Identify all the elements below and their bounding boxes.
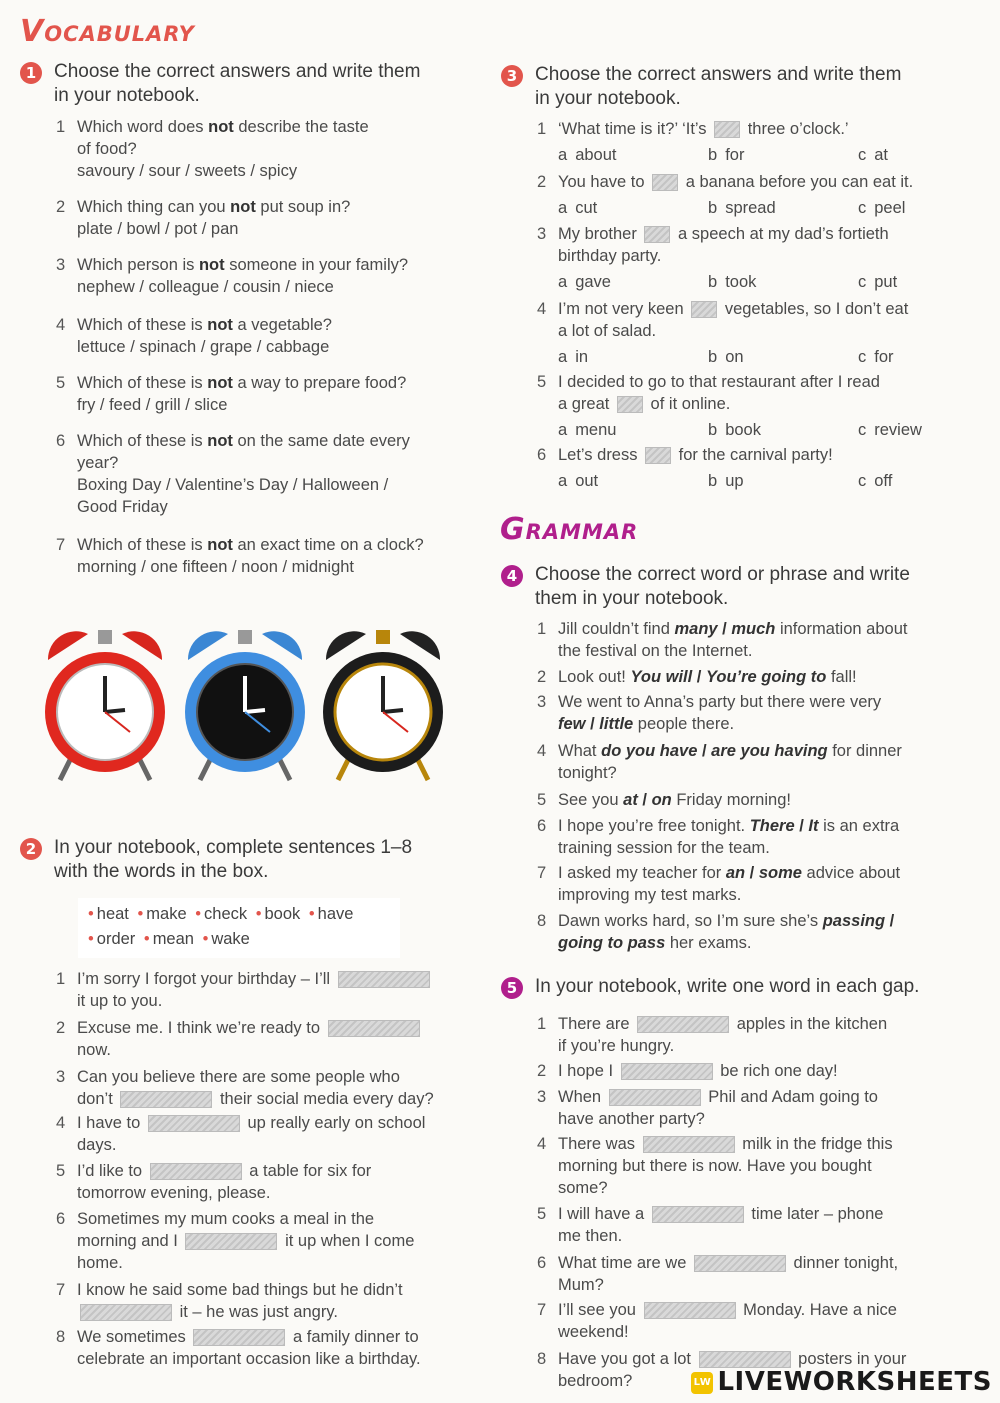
answer-gap[interactable] — [644, 226, 670, 243]
blue-alarm-clock-icon — [180, 620, 310, 785]
answer-gap[interactable] — [148, 1115, 240, 1132]
question-4: 4 What do you have / are you having for dinner tonight? — [537, 742, 902, 782]
answer-gap[interactable] — [150, 1163, 242, 1180]
question-6: 6 Let’s dress for the carnival party! a out b up c off — [537, 446, 893, 490]
option-c[interactable]: c review — [858, 421, 922, 439]
question-8: 8 We sometimes a family dinner to celebrate an important occasion like a birthday. — [56, 1328, 421, 1368]
question-4: 4 There was milk in the fridge this morning but there is now. Have you bought some? — [537, 1135, 893, 1197]
option-b[interactable]: b book — [708, 421, 761, 439]
question-2: 2 Look out! You will / You’re going to fall! — [537, 668, 857, 686]
ex2-number-badge: 2 — [20, 838, 42, 860]
answer-gap[interactable] — [609, 1089, 701, 1106]
answer-gap[interactable] — [643, 1136, 735, 1153]
answer-gap[interactable] — [338, 971, 430, 988]
ex1-number-badge: 1 — [20, 62, 42, 84]
word-check: check — [204, 905, 248, 923]
answer-gap[interactable] — [621, 1063, 713, 1080]
footer-text: LIVEWORKSHEETS — [717, 1367, 992, 1397]
question-7: 7 I asked my teacher for an / some advice about improving my test marks. — [537, 864, 901, 904]
question-8: 8 Have you got a lot posters in your bedroom? — [537, 1350, 907, 1390]
word-have: have — [317, 905, 354, 923]
question-7: 7 I know he said some bad things but he didn’t it – he was just angry. — [56, 1281, 403, 1321]
question-2: 2 Which thing can you not put soup in? plate / bowl / pot / pan — [56, 198, 351, 238]
ex4-heading: Choose the correct word or phrase and write them in your notebook. — [535, 564, 910, 609]
answer-gap[interactable] — [644, 1302, 736, 1319]
question-4: 4 Which of these is not a vegetable? lettuce / spinach / grape / cabbage — [56, 316, 332, 356]
question-2: 2 You have to a banana before you can eat it. a cut b spread c peel — [537, 173, 914, 217]
answer-gap[interactable] — [185, 1233, 277, 1250]
question-1: 1 ‘What time is it?’ ‘It’s three o’clock.’ a about b for c at — [537, 120, 889, 164]
option-c[interactable]: c for — [858, 348, 894, 366]
question-6: 6 What time are we dinner tonight, Mum? — [537, 1254, 899, 1294]
answer-gap[interactable] — [617, 396, 643, 413]
option-b[interactable]: b for — [708, 146, 745, 164]
answer-gap[interactable] — [714, 121, 740, 138]
word-order: order — [96, 930, 136, 948]
answer-gap[interactable] — [193, 1329, 285, 1346]
option-c[interactable]: c peel — [858, 199, 906, 217]
option-c[interactable]: c at — [858, 146, 889, 164]
liveworksheets-logo — [691, 1367, 992, 1397]
answer-gap[interactable] — [699, 1351, 791, 1368]
logo-icon: LW — [691, 1372, 713, 1394]
answer-gap[interactable] — [637, 1016, 729, 1033]
question-7: 7 Which of these is not an exact time on a clock? morning / one fifteen / noon / midnight — [56, 536, 424, 576]
question-1: 1 There are apples in the kitchen if you’re hungry. — [537, 1015, 888, 1055]
option-a[interactable]: a out — [558, 472, 599, 490]
question-3: 3 Can you believe there are some people who don’t their social media every day? — [56, 1068, 434, 1108]
answer-gap[interactable] — [694, 1255, 786, 1272]
option-a[interactable]: a in — [558, 348, 589, 366]
question-2: 2 Excuse me. I think we’re ready to now. — [77, 1017, 423, 1061]
option-c[interactable]: c put — [858, 273, 898, 291]
question-1: 1 Which word does not describe the taste of food? savoury / sour / sweets / spicy — [56, 118, 369, 180]
ex2-heading: In your notebook, complete sentences 1–8 with the words in the box. — [54, 837, 413, 882]
question-6: 6 I hope you’re free tonight. There / It is an extra training session for the team. — [537, 817, 900, 857]
question-5: 5 I decided to go to that restaurant after I read a great of it online. a menu b book c review — [537, 373, 922, 439]
answer-gap[interactable] — [120, 1091, 212, 1108]
option-b[interactable]: b up — [708, 472, 744, 490]
question-5: 5 Which of these is not a way to prepare food? fry / feed / grill / slice — [56, 374, 407, 414]
ex3-number-badge: 3 — [501, 65, 523, 87]
question-3: 3 We went to Anna’s party but there were very few / little people there. — [537, 693, 882, 733]
word-box: • heat • make • check • book • have • order • mean • wake — [78, 898, 400, 958]
question-4: 4 I’m not very keen vegetables, so I don’t eat a lot of salad. a in b on c for — [537, 300, 909, 366]
question-5: 5 See you at / on Friday morning! — [537, 791, 791, 809]
question-3: 3 My brother a speech at my dad’s fortieth birthday party. a gave b took c put — [537, 225, 898, 291]
word-heat: heat — [96, 905, 129, 923]
option-a[interactable]: a gave — [558, 273, 611, 291]
answer-gap[interactable] — [652, 1206, 744, 1223]
ex4-number-badge: 4 — [501, 565, 523, 587]
option-b[interactable]: b spread — [708, 199, 776, 217]
question-7: 7 I’ll see you Monday. Have a nice weekend! — [537, 1301, 897, 1341]
vocabulary-title: Vocabulary — [20, 14, 195, 49]
question-3: 3 When Phil and Adam going to have another party? — [537, 1088, 878, 1128]
word-wake: wake — [211, 930, 250, 948]
answer-gap[interactable] — [645, 447, 671, 464]
option-a[interactable]: a cut — [558, 199, 598, 217]
word-book: book — [264, 905, 301, 923]
question-2: 2 I hope I be rich one day! — [537, 1062, 838, 1080]
black-alarm-clock-icon — [318, 620, 448, 785]
option-b[interactable]: b took — [708, 273, 757, 291]
ex5-heading: In your notebook, write one word in each gap. — [535, 976, 920, 997]
answer-gap[interactable] — [691, 301, 717, 318]
question-5: 5 I’d like to a table for six for tomorrow evening, please. — [56, 1162, 372, 1202]
question-6: 6 Which of these is not on the same date every year? Boxing Day / Valentine’s Day / Halloween / Good Friday — [56, 432, 410, 516]
answer-gap[interactable] — [652, 174, 678, 191]
option-a[interactable]: a about — [558, 146, 617, 164]
question-1: 1 I’m sorry I forgot your birthday – I’ll it up to you. — [77, 968, 433, 1012]
option-c[interactable]: c off — [858, 472, 893, 490]
word-mean: mean — [152, 930, 194, 948]
question-3: 3 Which person is not someone in your family? nephew / colleague / cousin / niece — [56, 256, 409, 296]
answer-gap[interactable] — [328, 1020, 420, 1037]
answer-gap[interactable] — [80, 1304, 172, 1321]
grammar-title: Grammar — [500, 512, 639, 547]
option-a[interactable]: a menu — [558, 421, 617, 439]
question-8: 8 Dawn works hard, so I’m sure she’s passing / going to pass her exams. — [537, 912, 895, 952]
word-make: make — [146, 905, 187, 923]
option-b[interactable]: b on — [708, 348, 744, 366]
ex3-heading: Choose the correct answers and write them in your notebook. — [535, 64, 902, 109]
question-4: 4 I have to up really early on school days. — [56, 1114, 426, 1154]
question-5: 5 I will have a time later – phone me then. — [537, 1205, 884, 1245]
question-6: 6 Sometimes my mum cooks a meal in the morning and I it up when I come home. — [56, 1210, 415, 1272]
question-1: 1 Jill couldn’t find many / much information about the festival on the Internet. — [537, 620, 908, 660]
ex1-heading: Choose the correct answers and write them in your notebook. — [54, 61, 421, 106]
ex5-number-badge: 5 — [501, 977, 523, 999]
red-alarm-clock-icon — [40, 620, 170, 785]
